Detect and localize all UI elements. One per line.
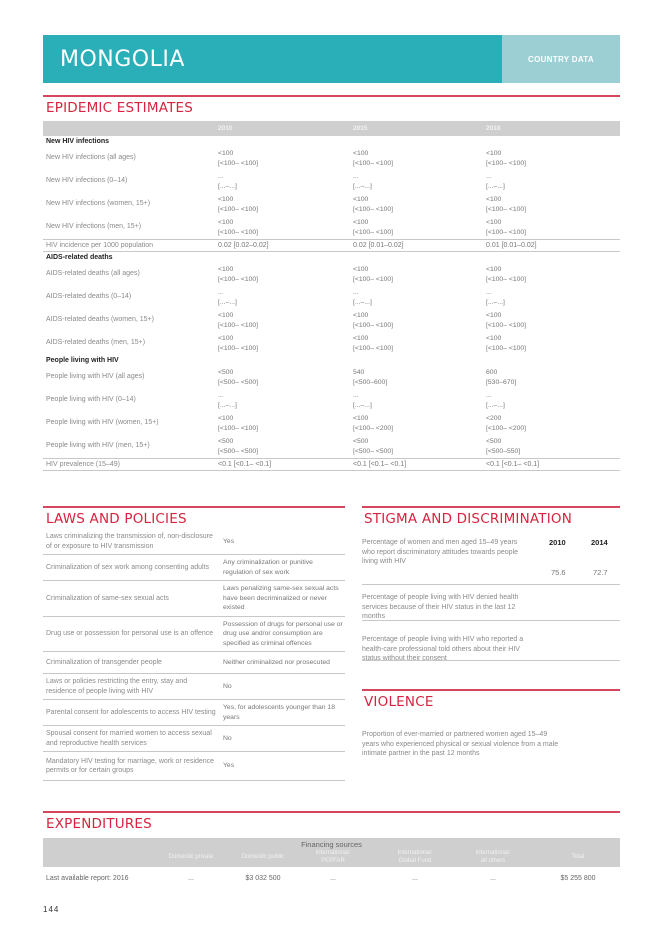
table-row [362, 585, 620, 621]
table-row [43, 700, 345, 726]
cell-value: ... [...–...] [353, 392, 372, 409]
law-answer: Neither criminalized nor prosecuted [223, 658, 330, 666]
row-label: New HIV infections (women, 15+) [46, 200, 151, 207]
cell-value: <100 [<100– <100] [486, 150, 527, 167]
table-row [43, 366, 620, 389]
cell-value: <100 [<100– <100] [486, 196, 527, 213]
cell-value: 0.01 [0.01–0.02] [486, 242, 537, 249]
law-answer: Possession of drugs for personal use or drug use and/or consumption are specified as criminal offences [223, 620, 343, 647]
table-row [362, 621, 620, 661]
row-label: People living with HIV (0–14) [46, 396, 136, 403]
row-label: AIDS-related deaths (0–14) [46, 293, 132, 300]
summary-row [43, 458, 620, 471]
law-question: Drug use or possession for personal use is an offence [46, 630, 214, 637]
section-title-stigma: STIGMA AND DISCRIMINATION [364, 511, 573, 527]
row-label: HIV incidence per 1000 population [46, 242, 154, 249]
table-row [43, 435, 620, 458]
cell-value: <0.1 [<0.1– <0.1] [486, 461, 540, 468]
table-row [43, 332, 620, 355]
table-row [43, 389, 620, 412]
laws-table [43, 529, 345, 781]
row-label: AIDS-related deaths (men, 15+) [46, 339, 146, 346]
expenditures-table [43, 838, 620, 889]
cell-value: 75.6 [551, 568, 566, 577]
divider [43, 811, 620, 813]
law-question: Parental consent for adolescents to access HIV testing [46, 708, 216, 716]
table-row [43, 216, 620, 239]
cell-value: ... [...–...] [486, 289, 505, 306]
law-answer: Yes [223, 537, 235, 545]
column-header: International: Global Fund [397, 850, 433, 864]
country-name: MONGOLIA [60, 46, 185, 72]
cell-value: <100 [<100– <100] [218, 312, 259, 329]
section-title-epidemic: EPIDEMIC ESTIMATES [46, 100, 194, 116]
law-answer: Yes [223, 762, 235, 770]
law-question: Spousal consent for married women to access sexual and reproductive health services [46, 730, 212, 747]
cell-value: <100 [<100– <100] [353, 219, 394, 236]
group-heading: AIDS-related deaths [46, 254, 113, 261]
cell-value: ... [...–...] [218, 289, 237, 306]
cell-value: ... [188, 875, 194, 882]
cell-value: <100 [<100– <100] [486, 335, 527, 352]
cell-value: ... [...–...] [486, 392, 505, 409]
table-header: 2010 2015 2018 [43, 121, 620, 136]
law-answer: Laws penalizing same-sex sexual acts have been decriminalized or never existed [223, 585, 339, 611]
cell-value: <100 [<100– <200] [353, 415, 394, 432]
cell-value: <100 [<100– <100] [486, 219, 527, 236]
law-question: Criminalization of sex work among consenting adults [46, 563, 210, 571]
column-header: International: all others [475, 850, 511, 864]
page-header [43, 35, 620, 83]
table-row: Last available report: 2016 ... $3 032 500 ... ... ... $5 255 800 [43, 867, 620, 889]
law-question: Mandatory HIV testing for marriage, work or residence permits or for certain groups [46, 757, 215, 774]
column-header: Total [571, 854, 585, 860]
row-label: AIDS-related deaths (women, 15+) [46, 316, 154, 323]
group-heading: New HIV infections [46, 138, 110, 145]
country-data-tag: COUNTRY DATA [502, 35, 620, 83]
cell-value: ... [...–...] [218, 392, 237, 409]
expenditures-header: Financing sources Domestic private Domestic public International: PEPFAR International: Global Fund International: all others Total [43, 838, 620, 867]
cell-value: ... [...–...] [218, 173, 237, 190]
law-answer: No [223, 682, 232, 690]
cell-value: <500 [<500–550] [486, 438, 521, 455]
row-label: HIV prevalence (15–49) [46, 461, 120, 468]
table-row [43, 147, 620, 170]
row-label: New HIV infections (men, 15+) [46, 223, 142, 230]
cell-value: <100 [<100– <100] [486, 312, 527, 329]
cell-value: <100 [<100– <100] [218, 266, 259, 283]
column-header: Domestic private [168, 854, 214, 860]
cell-value: <100 [<100– <100] [353, 335, 394, 352]
cell-value: <100 [<100– <100] [218, 415, 259, 432]
cell-value: <200 [<100– <200] [486, 415, 527, 432]
table-row [43, 170, 620, 193]
cell-value: 0.02 [0.02–0.02] [218, 242, 269, 249]
section-title-expenditures: EXPENDITURES [46, 816, 152, 832]
year-label: 2010 [549, 538, 566, 547]
column-header: Domestic public [241, 854, 285, 860]
law-question: Laws criminalizing the transmission of, non-disclosure of or exposure to HIV transmission [46, 533, 213, 550]
table-row [43, 309, 620, 332]
row-label: New HIV infections (0–14) [46, 177, 128, 184]
row-label: People living with HIV (women, 15+) [46, 419, 159, 426]
table-row [43, 263, 620, 286]
law-answer: Yes, for adolescents younger than 18 years [223, 704, 335, 721]
cell-value: <100 [<100– <100] [218, 219, 259, 236]
year-label: 2014 [591, 538, 608, 547]
cell-value: $3 032 500 [245, 875, 281, 882]
stigma-question: Percentage of women and men aged 15–49 years who report discriminatory attitudes towards people living with HIV [362, 539, 519, 565]
divider [43, 95, 620, 97]
divider [43, 506, 345, 508]
table-row [43, 617, 345, 653]
cell-value: <100 [<100– <100] [353, 266, 394, 283]
table-row [43, 674, 345, 700]
law-answer: No [223, 734, 232, 742]
summary-row [43, 239, 620, 252]
table-row [43, 652, 345, 674]
cell-value: ... [...–...] [353, 289, 372, 306]
cell-value: ... [412, 875, 418, 882]
section-title-violence: VIOLENCE [364, 694, 434, 710]
epidemic-table [43, 121, 620, 471]
cell-value: ... [...–...] [353, 173, 372, 190]
column-header: International: PEPFAR [315, 850, 351, 864]
table-row [43, 726, 345, 752]
row-label: People living with HIV (men, 15+) [46, 442, 150, 449]
table-row [43, 286, 620, 309]
law-answer: Any criminalization or punitive regulation of sex work [223, 559, 313, 576]
cell-value: ... [330, 875, 336, 882]
cell-value: <0.1 [<0.1– <0.1] [218, 461, 272, 468]
cell-value: <500 [<500– <500] [218, 438, 259, 455]
row-label: AIDS-related deaths (all ages) [46, 270, 140, 277]
cell-value: ... [490, 875, 496, 882]
cell-value: <100 [<100– <100] [353, 196, 394, 213]
cell-value: <100 [<100– <100] [486, 266, 527, 283]
cell-value: 0.02 [0.01–0.02] [353, 242, 404, 249]
table-row [43, 555, 345, 581]
table-row [362, 530, 620, 585]
cell-value: <500 [<500– <500] [218, 369, 259, 386]
cell-value: <100 [<100– <100] [353, 150, 394, 167]
row-label: People living with HIV (all ages) [46, 373, 145, 380]
cell-value: 600 [530–670] [486, 369, 517, 386]
country-banner [43, 35, 502, 83]
cell-value: $5 255 800 [560, 875, 596, 882]
stigma-table [362, 530, 620, 661]
cell-value: 72.7 [593, 568, 608, 577]
cell-value: <100 [<100– <100] [218, 150, 259, 167]
stigma-question: Percentage of people living with HIV denied health services because of their HIV status in the last 12 months [362, 594, 519, 620]
table-row [43, 193, 620, 216]
stigma-question: Percentage of people living with HIV who reported a health-care professional told others about their HIV status without their consent [362, 636, 524, 662]
table-row [43, 412, 620, 435]
page-number: 144 [43, 905, 60, 914]
cell-value: <500 [<500– <500] [353, 438, 394, 455]
row-label: New HIV infections (all ages) [46, 154, 136, 161]
cell-value: 540 [<500–600] [353, 369, 388, 386]
law-question: Laws or policies restricting the entry, stay and residence of people living with HIV [46, 678, 188, 695]
law-question: Criminalization of transgender people [46, 658, 162, 666]
cell-value: ... [...–...] [486, 173, 505, 190]
divider [362, 689, 620, 691]
table-row [43, 752, 345, 781]
law-question: Criminalization of same-sex sexual acts [46, 594, 169, 602]
cell-value: <100 [<100– <100] [218, 335, 259, 352]
violence-text: Proportion of ever-married or partnered women aged 15–49 years who experienced physical or sexual violence from a male intimate partner in the past 12 months [362, 731, 559, 757]
table-row [43, 581, 345, 617]
divider [362, 506, 620, 508]
cell-value: <100 [<100– <100] [218, 196, 259, 213]
cell-value: <0.1 [<0.1– <0.1] [353, 461, 407, 468]
table-row [43, 529, 345, 555]
group-heading: People living with HIV [46, 357, 119, 364]
section-title-laws: LAWS AND POLICIES [46, 511, 187, 527]
cell-value: <100 [<100– <100] [353, 312, 394, 329]
